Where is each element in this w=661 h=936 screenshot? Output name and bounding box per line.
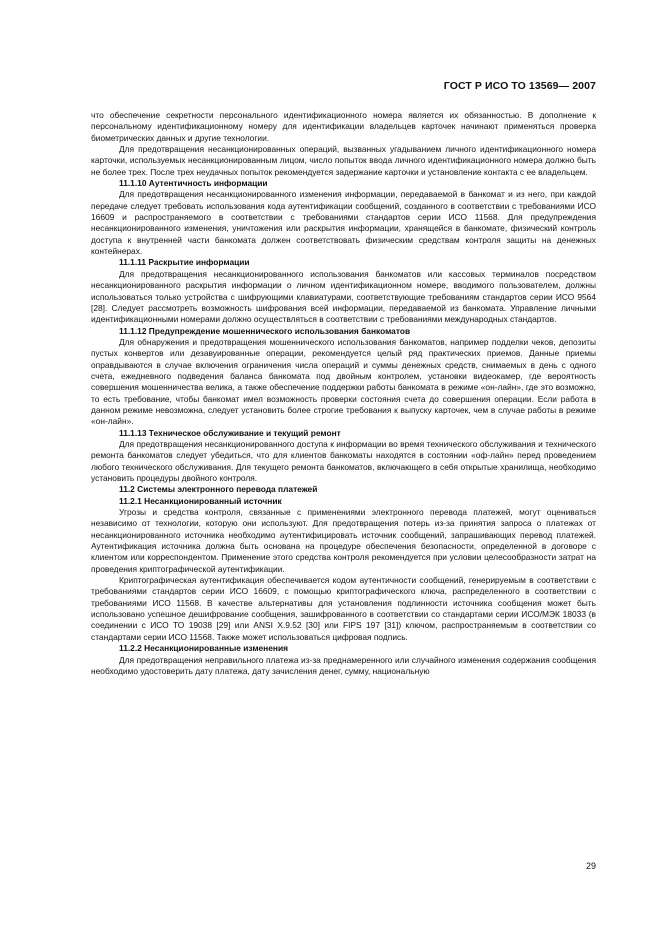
paragraph: Криптографическая аутентификация обеспечивается кодом аутентичности сообщений, генерируемым в соответствии с требованиями стандартов серии ИСО 16609, с помощью криптографического ключа, распределенного в соответствии с требованиями ИСО 11568. В качестве альтернативы для установления подлинности источника сообщения может быть использовано успешное дешифрование сообщения, зашифрованного в соответствии со стандартами серии ИСО/МЭК 18033 (в соединении с ИСО ТО 19038 [29] или ANSI X.9.52 [30] или FIPS 197 [31]) ключом, распространяемым в соответствии со стандартами серии ИСО 11568. Также может использоваться цифровая подпись. xyxy=(91,575,596,642)
section-heading: 11.2.2 Несанкционированные изменения xyxy=(119,643,288,654)
section-heading: 11.1.13 Техническое обслуживание и текущий ремонт xyxy=(119,427,341,438)
paragraph: Для предотвращения неправильного платежа из-за преднамеренного или случайного изменения содержания сообщения необходимо удостоверить дату платежа, дату зачисления денег, сумму, национальную xyxy=(91,654,596,676)
paragraph: Для предотвращения несанкционированного изменения информации, передаваемой в банкомат и из него, при каждой передаче следует требовать использования кода аутентификации сообщений, созданного в соответствии с требованиями ИСО 16609 и распространяемого в соответствии с требованиями стандартов серии ИСО 11568. Для предупреждения несанкционированного изменения, уничтожения или раскрытия информации, хранящейся в банкомате, физический контроль доступа к внутренней части банкомата должен соответствовать физическим средствам контроля защиты на денежных контейнерах. xyxy=(91,189,596,257)
section-heading: 11.1.11 Раскрытие информации xyxy=(119,257,250,268)
paragraph: Угрозы и средства контроля, связанные с применениями электронного перевода платежей, могут оцениваться независимо от технологии, которую они используют. Для предотвращения потерь из-за принятия запроса о платежах от несанкционированного источника необходимо аутентифицировать источник сообщений, запрашивающих перевод платежей. Аутентификация источника должна быть основана на процедуре обеспечения безопасности, определенной в договоре с клиентом или корреспондентом. Применение этого средства контроля рекомендуется при условии целесообразности затрат на проведения криптографической аутентификации. xyxy=(91,507,596,574)
body-text xyxy=(91,110,596,677)
section-heading: 11.1.10 Аутентичность информации xyxy=(119,178,268,189)
paragraph: Для предотвращения несанкционированных операций, вызванных угадыванием личного идентификационного номера карточки, используемых несанкционированным лицом, число попыток ввода личного идентификационного номера должно быть не более трех. После трех неудачных попыток рекомендуется задержание карточки и установление контакта с ее владельцем. xyxy=(91,144,596,177)
section-heading: 11.2 Системы электронного перевода платежей xyxy=(119,484,318,495)
paragraph: Для обнаружения и предотвращения мошеннического использования банкоматов, например подделки чеков, депозиты пустых конвертов или дезавуированные операции, рекомендуется целый ряд практических приемов. Данные приемы оправдываются в случае включения ограничения числа операций и суммы денежных средств, снимаемых в день с одного счета, ежедневного подведения баланса банкомата под двойным контролем, установки видеокамер, где вероятность совершения мошенничества велика, а также обеспечение поддержки работы банкомата в режиме «он-лайн», где это возможно, то есть требование, чтобы банкомат имел возможность проверки состояния счета до совершения операции. Если работа в данном режиме невозможна, следует установить более строгие требования к выпуску карточек, чем в случае работы в режиме «он-лайн». xyxy=(91,336,596,427)
section-heading: 11.1.12 Предупреждение мошеннического использования банкоматов xyxy=(119,325,411,336)
paragraph: Для предотвращения несанкционированного доступа к информации во время технического обслуживания и технического ремонта банкоматов следует убедиться, что для клиентов банкоматы находятся в состоянии «оф-лайн» перед проведением любого технического обслуживания. Для текущего ремонта банкоматов, включающего в себя открытые хранилища, необходимо установить процедуры двойного контроля. xyxy=(91,438,596,483)
paragraph: Для предотвращения несанкционированного использования банкоматов или кассовых терминалов посредством несанкционированного раскрытия информации о личном идентификационном номере, вводимого пользователем, должны использоваться только устройства с шифрующими клавиатурами, соответствующие требованиям стандартов серии ИСО 9564 [28]. Следует рассмотреть возможность шифрования всей информации, передаваемой из банкомата. Управление личными идентификационными номерами должно осуществляться в соответствии с требованиями международных стандартов. xyxy=(91,268,596,325)
paragraph: что обеспечение секретности персонального идентификационного номера является их обязанностью. В дополнение к персональному идентификационному номеру для идентификации владельцев карточек начинают применяться проверка биометрических данных и другие технологии. xyxy=(91,110,596,143)
standard-header: ГОСТ Р ИСО ТО 13569— 2007 xyxy=(443,80,596,92)
page-number: 29 xyxy=(585,861,596,871)
section-heading: 11.2.1 Несанкционированный источник xyxy=(119,495,282,506)
